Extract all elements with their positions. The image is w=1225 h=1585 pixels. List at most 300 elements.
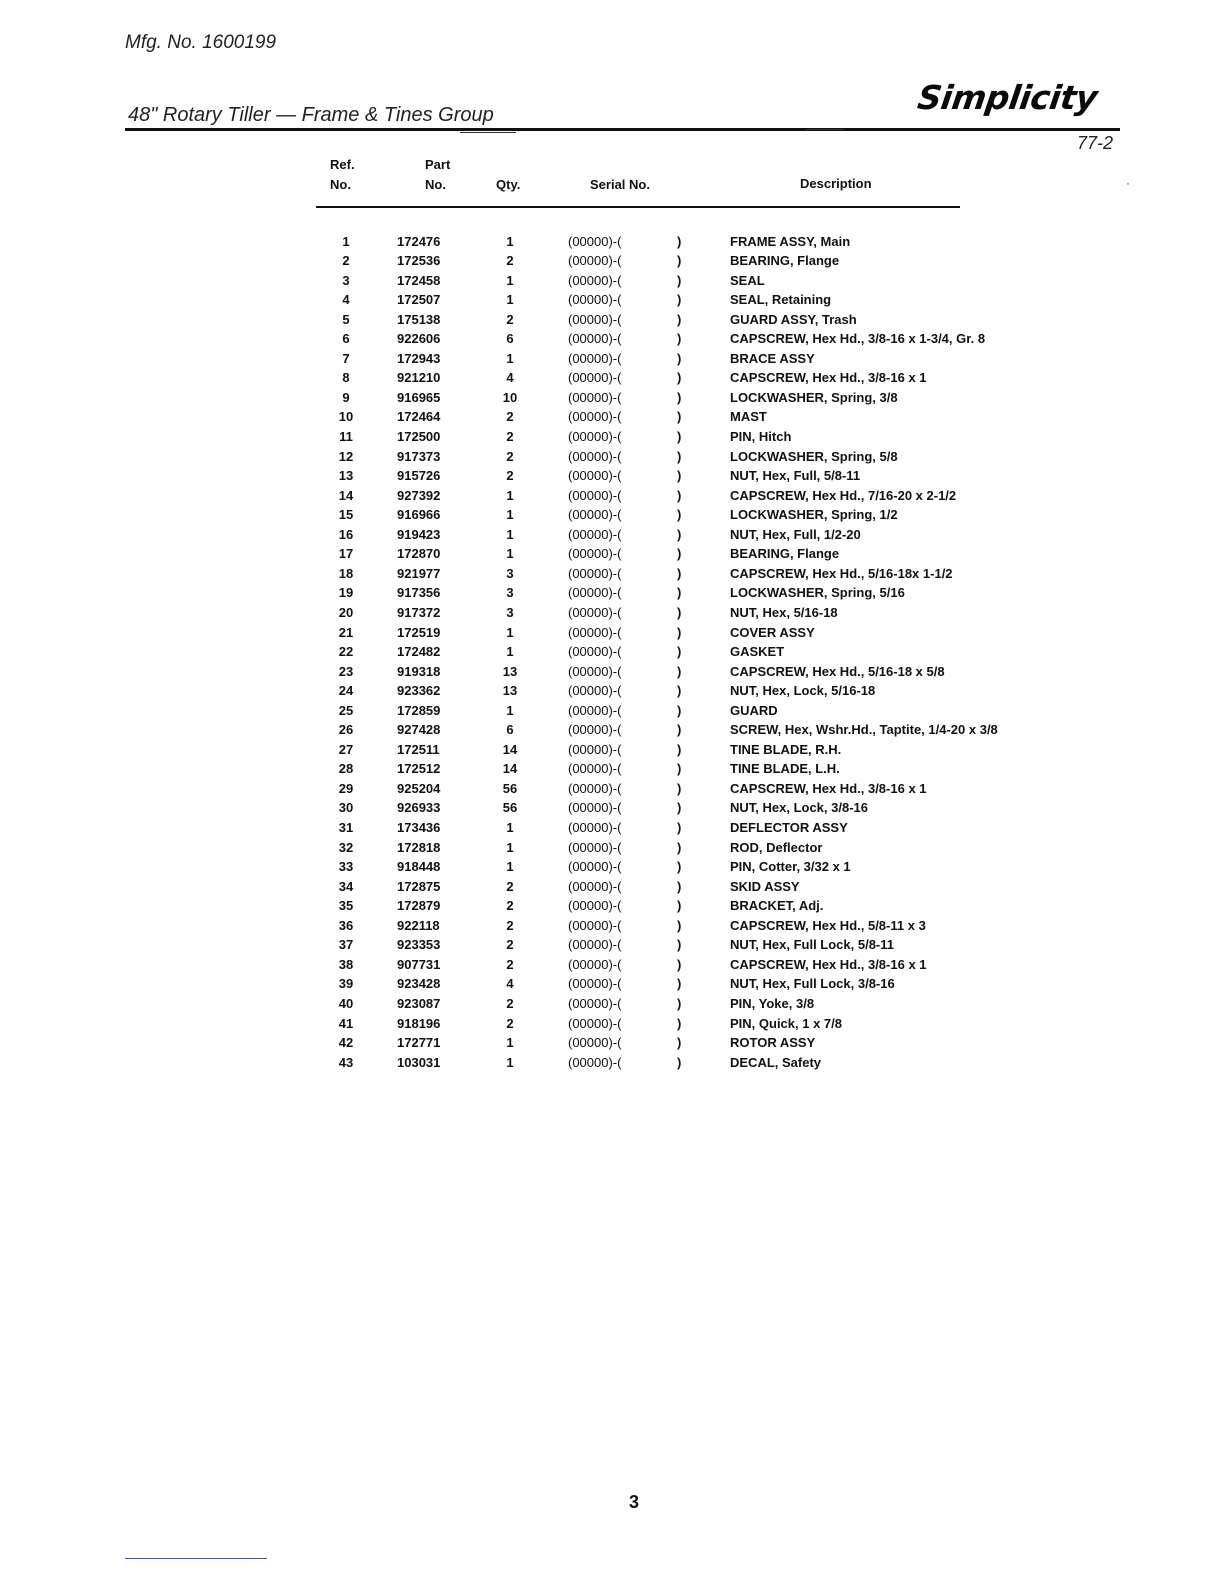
table-row [0,407,1225,427]
table-row [0,447,1225,467]
description: ROD, Deflector [730,839,823,855]
serial-bracket: ) [677,468,682,484]
ref-number: 2 [342,253,350,269]
table-row [0,818,1225,838]
part-number: 173436 [397,820,441,835]
serial-bracket: ) [677,1015,682,1031]
quantity: 1 [506,292,514,308]
quantity: 1 [506,1035,514,1051]
serial-bracket: ) [677,976,682,992]
ref-number: 15 [338,507,354,523]
part-number: 921977 [397,565,441,581]
brand-logo: Simplicity [915,78,1100,117]
table-row [0,466,1225,486]
serial-number: (00000)-( [568,1015,622,1031]
serial-bracket: ) [677,644,682,660]
serial-number: (00000)-( [568,604,622,620]
ref-number: 37 [338,937,354,953]
table-row [0,720,1225,740]
description: BEARING, Flange [730,546,840,562]
table-row [0,232,1225,252]
divider [460,132,516,133]
quantity: 2 [506,253,514,269]
ref-number: 24 [338,683,354,699]
serial-number: (00000)-( [568,722,622,738]
serial-bracket: ) [677,937,682,953]
serial-bracket: ) [677,507,682,523]
table-row [0,759,1225,779]
serial-bracket: ) [677,487,682,503]
table-row [0,349,1225,369]
ref-number: 6 [342,331,350,347]
part-number: 922118 [397,917,440,933]
serial-bracket: ) [677,741,682,757]
quantity: 2 [506,917,514,933]
description: BEARING, Flange [730,253,840,269]
quantity: 2 [506,956,514,972]
quantity: 1 [506,546,514,562]
part-number: 917356 [397,585,441,601]
table-row [0,916,1225,936]
ref-number: 30 [338,800,354,816]
serial-number: (00000)-( [568,546,622,562]
quantity: 1 [506,859,514,875]
part-number: 926933 [397,800,441,816]
serial-bracket: ) [677,546,682,562]
serial-number: (00000)-( [568,507,622,523]
serial-bracket: ) [677,1054,682,1070]
serial-bracket: ) [677,331,682,347]
description: PIN, Cotter, 3/32 x 1 [730,859,851,875]
part-number: 172879 [397,898,441,914]
ref-number: 31 [338,820,354,835]
quantity: 2 [506,878,514,894]
quantity: 1 [506,487,514,503]
part-number: 927392 [397,487,441,503]
table-row [0,427,1225,447]
description: SCREW, Hex, Wshr.Hd., Taptite, 1/4-20 x 3/8 [730,722,998,738]
serial-number: (00000)-( [568,683,622,699]
serial-bracket: ) [677,292,682,308]
col-header-part-line2: No. [425,177,446,192]
serial-bracket: ) [677,995,682,1011]
serial-number: (00000)-( [568,820,622,835]
serial-bracket: ) [677,565,682,581]
serial-bracket: ) [677,702,682,718]
part-number: 907731 [397,956,441,972]
serial-bracket: ) [677,956,682,972]
serial-bracket: ) [677,448,682,464]
ref-number: 8 [342,370,350,386]
description: NUT, Hex, Lock, 3/8-16 [730,800,868,816]
table-row [0,935,1225,955]
serial-bracket: ) [677,370,682,386]
quantity: 1 [506,820,514,835]
ref-number: 7 [342,350,350,366]
col-header-part-line1: Part [425,157,451,172]
quantity: 6 [506,331,514,347]
quantity: 56 [502,800,518,816]
col-header-serial: Serial No. [590,177,650,192]
column-header-rule [316,206,960,208]
serial-number: (00000)-( [568,800,622,816]
serial-number: (00000)-( [568,644,622,660]
ref-number: 29 [338,780,354,796]
part-number: 916965 [397,389,441,405]
serial-bracket: ) [677,409,682,425]
description: NUT, Hex, Full, 5/8-11 [730,468,861,484]
quantity: 2 [506,468,514,484]
quantity: 1 [506,272,514,288]
ref-number: 14 [338,487,354,503]
ref-number: 3 [342,272,350,288]
page-number: 3 [629,1492,640,1512]
ref-number: 23 [338,663,354,679]
description: MAST [730,409,767,425]
ref-number: 34 [338,878,354,894]
ref-number: 11 [339,429,353,444]
serial-number: (00000)-( [568,487,622,503]
quantity: 2 [506,937,514,953]
part-number: 172482 [397,644,441,660]
description: FRAME ASSY, Main [730,233,851,249]
quantity: 56 [502,780,518,796]
description: CAPSCREW, Hex Hd., 7/16-20 x 2-1/2 [730,487,957,503]
part-number: 172476 [397,233,441,249]
table-row [0,290,1225,310]
description: CAPSCREW, Hex Hd., 3/8-16 x 1-3/4, Gr. 8 [730,331,986,347]
serial-number: (00000)-( [568,292,622,308]
ref-number: 19 [338,585,354,601]
col-header-ref-line2: No. [330,177,351,192]
serial-number: (00000)-( [568,702,622,718]
table-row [0,994,1225,1014]
table-row [0,1014,1225,1034]
col-header-description: Description [800,176,872,191]
ref-number: 1 [342,233,350,249]
quantity: 2 [506,429,514,444]
table-row [0,974,1225,994]
serial-bracket: ) [677,1035,682,1051]
col-header-ref [330,155,355,195]
serial-bracket: ) [677,800,682,816]
description: DECAL, Safety [730,1054,822,1070]
table-row [0,857,1225,877]
ref-number: 4 [342,292,350,308]
ref-number: 20 [338,604,354,620]
table-row [0,505,1225,525]
description: ROTOR ASSY [730,1035,816,1051]
table-row [0,310,1225,330]
ref-number: 27 [338,741,354,757]
serial-number: (00000)-( [568,663,622,679]
description: PIN, Hitch [730,429,792,444]
quantity: 1 [506,702,514,718]
description: CAPSCREW, Hex Hd., 3/8-16 x 1 [730,956,927,972]
description: GUARD [730,702,778,718]
description: BRACKET, Adj. [730,898,824,914]
table-row [0,368,1225,388]
serial-bracket: ) [677,526,682,542]
part-number: 172519 [397,624,441,640]
ref-number: 35 [338,898,354,914]
description: SEAL, Retaining [730,292,832,308]
serial-number: (00000)-( [568,585,622,601]
description: CAPSCREW, Hex Hd., 3/8-16 x 1 [730,780,927,796]
serial-number: (00000)-( [568,917,622,933]
serial-bracket: ) [677,389,682,405]
serial-bracket: ) [677,233,682,249]
part-number: 923353 [397,937,441,953]
serial-number: (00000)-( [568,761,622,777]
quantity: 2 [506,409,514,425]
quantity: 13 [502,663,518,679]
ref-number: 21 [338,624,354,640]
serial-number: (00000)-( [568,311,622,327]
description: SEAL [730,272,765,288]
part-number: 175138 [397,311,441,327]
serial-number: (00000)-( [568,526,622,542]
ref-number: 33 [338,859,354,875]
part-number: 918196 [397,1015,441,1031]
serial-bracket: ) [677,780,682,796]
table-row [0,525,1225,545]
part-number: 927428 [397,722,441,738]
description: NUT, Hex, Full Lock, 5/8-11 [730,937,894,953]
table-row [0,329,1225,349]
table-row [0,1033,1225,1053]
serial-bracket: ) [677,820,682,835]
part-number: 923362 [397,683,441,699]
serial-bracket: ) [677,663,682,679]
quantity: 14 [502,761,518,777]
serial-number: (00000)-( [568,350,622,366]
table-row [0,388,1225,408]
description: NUT, Hex, Full, 1/2-20 [730,526,861,542]
serial-bracket: ) [677,683,682,699]
part-number: 925204 [397,780,441,796]
serial-number: (00000)-( [568,859,622,875]
part-number: 172771 [397,1035,441,1051]
quantity: 2 [506,448,514,464]
serial-number: (00000)-( [568,878,622,894]
table-row [0,896,1225,916]
description: LOCKWASHER, Spring, 1/2 [730,507,898,523]
table-row [0,642,1225,662]
quantity: 2 [506,995,514,1011]
serial-number: (00000)-( [568,565,622,581]
part-number: 917372 [397,604,441,620]
col-header-part [425,155,450,195]
description: CAPSCREW, Hex Hd., 5/8-11 x 3 [730,917,926,933]
stray-mark: · [1126,176,1130,190]
part-number: 172943 [397,350,441,366]
part-number: 921210 [397,370,441,386]
table-row [0,838,1225,858]
part-number: 172818 [397,839,441,855]
table-row [0,564,1225,584]
serial-number: (00000)-( [568,389,622,405]
table-row [0,740,1225,760]
ref-number: 40 [338,995,354,1011]
ref-number: 9 [342,389,350,405]
serial-bracket: ) [677,350,682,366]
description: LOCKWASHER, Spring, 5/16 [730,585,905,601]
table-row [0,271,1225,291]
description: GASKET [730,644,785,660]
quantity: 2 [506,898,514,914]
quantity: 1 [506,839,514,855]
table-row [0,486,1225,506]
table-row [0,583,1225,603]
part-number: 172511 [397,741,440,757]
section-title: 48" Rotary Tiller — Frame & Tines Group [128,104,494,126]
serial-bracket: ) [677,917,682,933]
serial-number: (00000)-( [568,468,622,484]
serial-bracket: ) [677,898,682,914]
serial-number: (00000)-( [568,331,622,347]
part-number: 917373 [397,448,441,464]
ref-number: 41 [338,1015,354,1031]
serial-number: (00000)-( [568,741,622,757]
serial-bracket: ) [677,253,682,269]
description: LOCKWASHER, Spring, 3/8 [730,389,898,405]
serial-number: (00000)-( [568,1035,622,1051]
table-row [0,603,1225,623]
ref-number: 43 [338,1054,354,1070]
serial-bracket: ) [677,604,682,620]
serial-number: (00000)-( [568,780,622,796]
serial-bracket: ) [677,722,682,738]
description: CAPSCREW, Hex Hd., 5/16-18 x 5/8 [730,663,945,679]
ref-number: 12 [338,448,354,464]
description: PIN, Yoke, 3/8 [730,995,815,1011]
quantity: 6 [506,722,514,738]
ref-number: 36 [338,917,354,933]
serial-bracket: ) [677,859,682,875]
table-row [0,662,1225,682]
table-row [0,798,1225,818]
table-row [0,877,1225,897]
col-header-qty: Qty. [496,177,521,192]
part-number: 923087 [397,995,441,1011]
ref-number: 16 [338,526,354,542]
table-row [0,251,1225,271]
description: DEFLECTOR ASSY [730,820,848,835]
quantity: 3 [506,585,514,601]
ref-number: 17 [338,546,354,562]
serial-bracket: ) [677,585,682,601]
ref-number: 28 [338,761,354,777]
part-number: 172870 [397,546,441,562]
table-row [0,623,1225,643]
quantity: 4 [506,370,514,386]
description: LOCKWASHER, Spring, 5/8 [730,448,898,464]
serial-bracket: ) [677,761,682,777]
serial-number: (00000)-( [568,409,622,425]
description: TINE BLADE, L.H. [730,761,840,777]
description: NUT, Hex, 5/16-18 [730,604,838,620]
description: CAPSCREW, Hex Hd., 5/16-18x 1-1/2 [730,565,953,581]
ref-number: 25 [338,702,354,718]
quantity: 4 [506,976,514,992]
quantity: 2 [506,1015,514,1031]
quantity: 1 [506,233,514,249]
serial-number: (00000)-( [568,956,622,972]
header-rule [125,128,1120,131]
description: BRACE ASSY [730,350,815,366]
description: NUT, Hex, Full Lock, 3/8-16 [730,976,895,992]
serial-number: (00000)-( [568,253,622,269]
ref-number: 13 [338,468,354,484]
serial-bracket: ) [677,624,682,640]
serial-number: (00000)-( [568,976,622,992]
ref-number: 32 [338,839,354,855]
ref-number: 42 [338,1035,354,1051]
serial-number: (00000)-( [568,429,622,444]
part-number: 172500 [397,429,441,444]
quantity: 14 [502,741,518,757]
part-number: 172512 [397,761,441,777]
quantity: 1 [506,350,514,366]
serial-bracket: ) [677,272,682,288]
description: CAPSCREW, Hex Hd., 3/8-16 x 1 [730,370,927,386]
serial-number: (00000)-( [568,937,622,953]
quantity: 3 [506,604,514,620]
table-row [0,681,1225,701]
part-number: 923428 [397,976,441,992]
part-number: 922606 [397,331,441,347]
description: SKID ASSY [730,878,800,894]
table-row [0,1053,1225,1073]
quantity: 10 [502,389,518,405]
ref-number: 5 [342,311,350,327]
part-number: 919423 [397,526,441,542]
ref-number: 38 [338,956,354,972]
quantity: 1 [506,526,514,542]
part-number: 172458 [397,272,441,288]
serial-bracket: ) [677,429,682,444]
part-number: 172507 [397,292,441,308]
serial-number: (00000)-( [568,272,622,288]
part-number: 918448 [397,859,441,875]
divider [806,129,844,130]
serial-number: (00000)-( [568,233,622,249]
quantity: 13 [502,683,518,699]
quantity: 1 [506,644,514,660]
serial-number: (00000)-( [568,898,622,914]
serial-bracket: ) [677,311,682,327]
serial-number: (00000)-( [568,995,622,1011]
serial-bracket: ) [677,878,682,894]
mfg-number: Mfg. No. 1600199 [125,32,277,53]
quantity: 1 [506,624,514,640]
description: COVER ASSY [730,624,815,640]
ref-number: 39 [338,976,354,992]
ref-number: 10 [338,409,354,425]
quantity: 1 [506,507,514,523]
description: TINE BLADE, R.H. [730,741,842,757]
quantity: 1 [506,1054,514,1070]
part-number: 915726 [397,468,441,484]
description: PIN, Quick, 1 x 7/8 [730,1015,842,1031]
table-row [0,701,1225,721]
table-row [0,955,1225,975]
serial-number: (00000)-( [568,624,622,640]
part-number: 172875 [397,878,441,894]
description: GUARD ASSY, Trash [730,311,857,327]
table-row [0,544,1225,564]
